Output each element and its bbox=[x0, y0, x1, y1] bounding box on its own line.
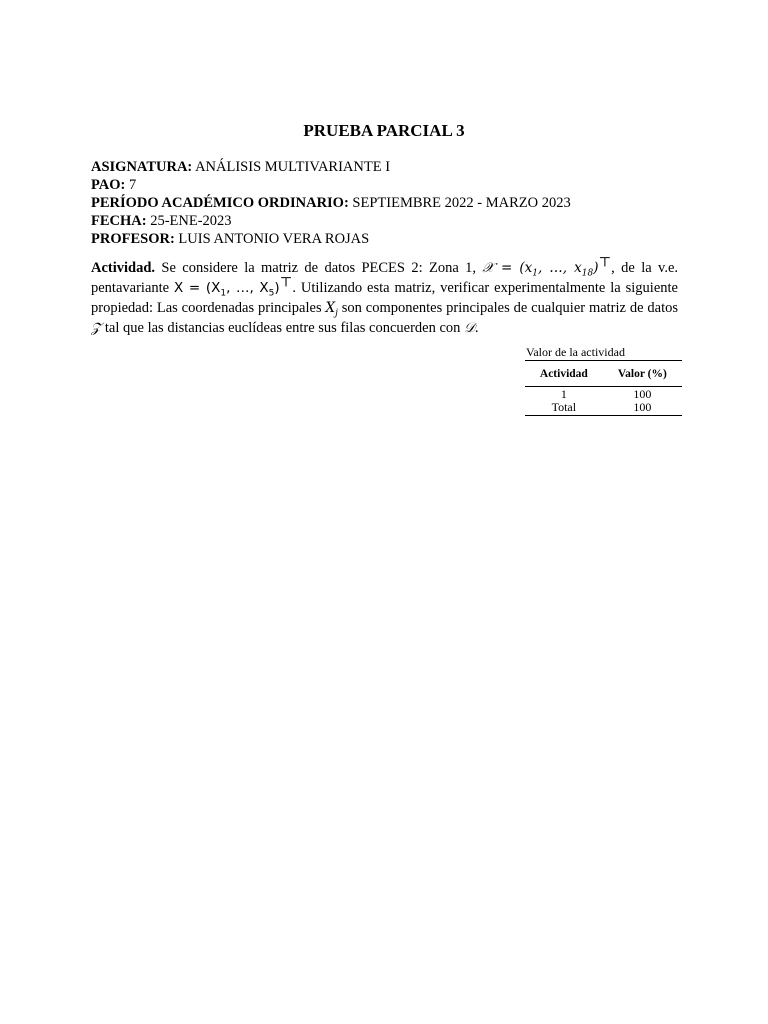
transpose-symbol-1: ⊤ bbox=[598, 254, 612, 271]
math-z-matrix: 𝒵 bbox=[91, 320, 102, 336]
activity-text-4: son componentes principales de cualquier matriz de datos bbox=[341, 300, 678, 316]
math-part-1: 𝒳 = (x bbox=[482, 260, 533, 276]
vector-part-2: , …, X bbox=[226, 280, 269, 296]
activity-paragraph bbox=[91, 254, 679, 338]
table-header-activity: Actividad bbox=[525, 361, 603, 387]
header-professor-label: PROFESOR: bbox=[91, 231, 175, 247]
math-xj: X bbox=[325, 300, 336, 316]
header-date bbox=[91, 212, 571, 230]
header-subject-value: ANÁLISIS MULTIVARIANTE I bbox=[195, 159, 391, 175]
activity-text-3: . Utilizando esta matriz, verificar experimentalmente la siguiente propiedad: Las coordenadas principales bbox=[91, 280, 678, 316]
table-cell-value: 100 bbox=[633, 387, 652, 401]
value-table bbox=[525, 360, 682, 416]
table-cell-activity: 1 bbox=[560, 387, 567, 401]
transpose-symbol-2: ⊤ bbox=[279, 274, 293, 291]
header-pao bbox=[91, 176, 571, 194]
header-subject-label: ASIGNATURA: bbox=[91, 159, 193, 175]
table-cell-total-value: 100 bbox=[633, 400, 652, 414]
math-sub-1: 1 bbox=[532, 268, 538, 279]
math-data-matrix bbox=[482, 254, 612, 279]
header-pao-label: PAO: bbox=[91, 177, 126, 193]
header-date-label: FECHA: bbox=[91, 213, 147, 229]
math-random-vector bbox=[174, 274, 293, 299]
header-professor-value: LUIS ANTONIO VERA ROJAS bbox=[178, 231, 370, 247]
table-row-total bbox=[525, 401, 682, 416]
header-professor bbox=[91, 230, 571, 248]
math-d-matrix: 𝒟 bbox=[464, 320, 475, 336]
vector-part-1: X = (X bbox=[174, 280, 221, 296]
vector-sub-1: 1 bbox=[220, 288, 227, 299]
activity-text-5: tal que las distancias euclídeas entre sus filas concuerden con bbox=[104, 320, 461, 336]
header-pao-value: 7 bbox=[129, 177, 137, 193]
activity-text-1: Se considere la matriz de datos PECES 2: Zona 1, bbox=[161, 260, 476, 276]
math-part-2: , …, x bbox=[537, 260, 582, 276]
table-header-row bbox=[525, 361, 682, 387]
page-title: PRUEBA PARCIAL 3 bbox=[303, 121, 465, 140]
math-part-3: ) bbox=[593, 260, 599, 276]
table-header-value: Valor (%) bbox=[603, 361, 682, 387]
header-info bbox=[91, 158, 571, 248]
activity-text-2: , de la v.e. pentavariante bbox=[91, 260, 679, 296]
activity-label: Actividad. bbox=[91, 260, 156, 276]
math-sub-j: j bbox=[335, 308, 338, 319]
header-subject bbox=[91, 158, 571, 176]
header-period-label: PERÍODO ACADÉMICO ORDINARIO: bbox=[91, 195, 349, 211]
vector-part-3: ) bbox=[274, 280, 280, 296]
table-cell-total-label: Total bbox=[551, 400, 577, 414]
math-principal-coords bbox=[325, 300, 338, 319]
header-date-value: 25-ENE-2023 bbox=[150, 213, 232, 229]
table-caption: Valor de la actividad bbox=[526, 345, 625, 359]
header-period-value: SEPTIEMBRE 2022 - MARZO 2023 bbox=[352, 195, 571, 211]
table-row bbox=[525, 387, 682, 402]
vector-sub-2: 5 bbox=[268, 288, 275, 299]
activity-value-table bbox=[525, 345, 682, 416]
activity-text-6: . bbox=[474, 320, 479, 336]
header-period bbox=[91, 194, 571, 212]
math-sub-2: 18 bbox=[581, 268, 594, 279]
